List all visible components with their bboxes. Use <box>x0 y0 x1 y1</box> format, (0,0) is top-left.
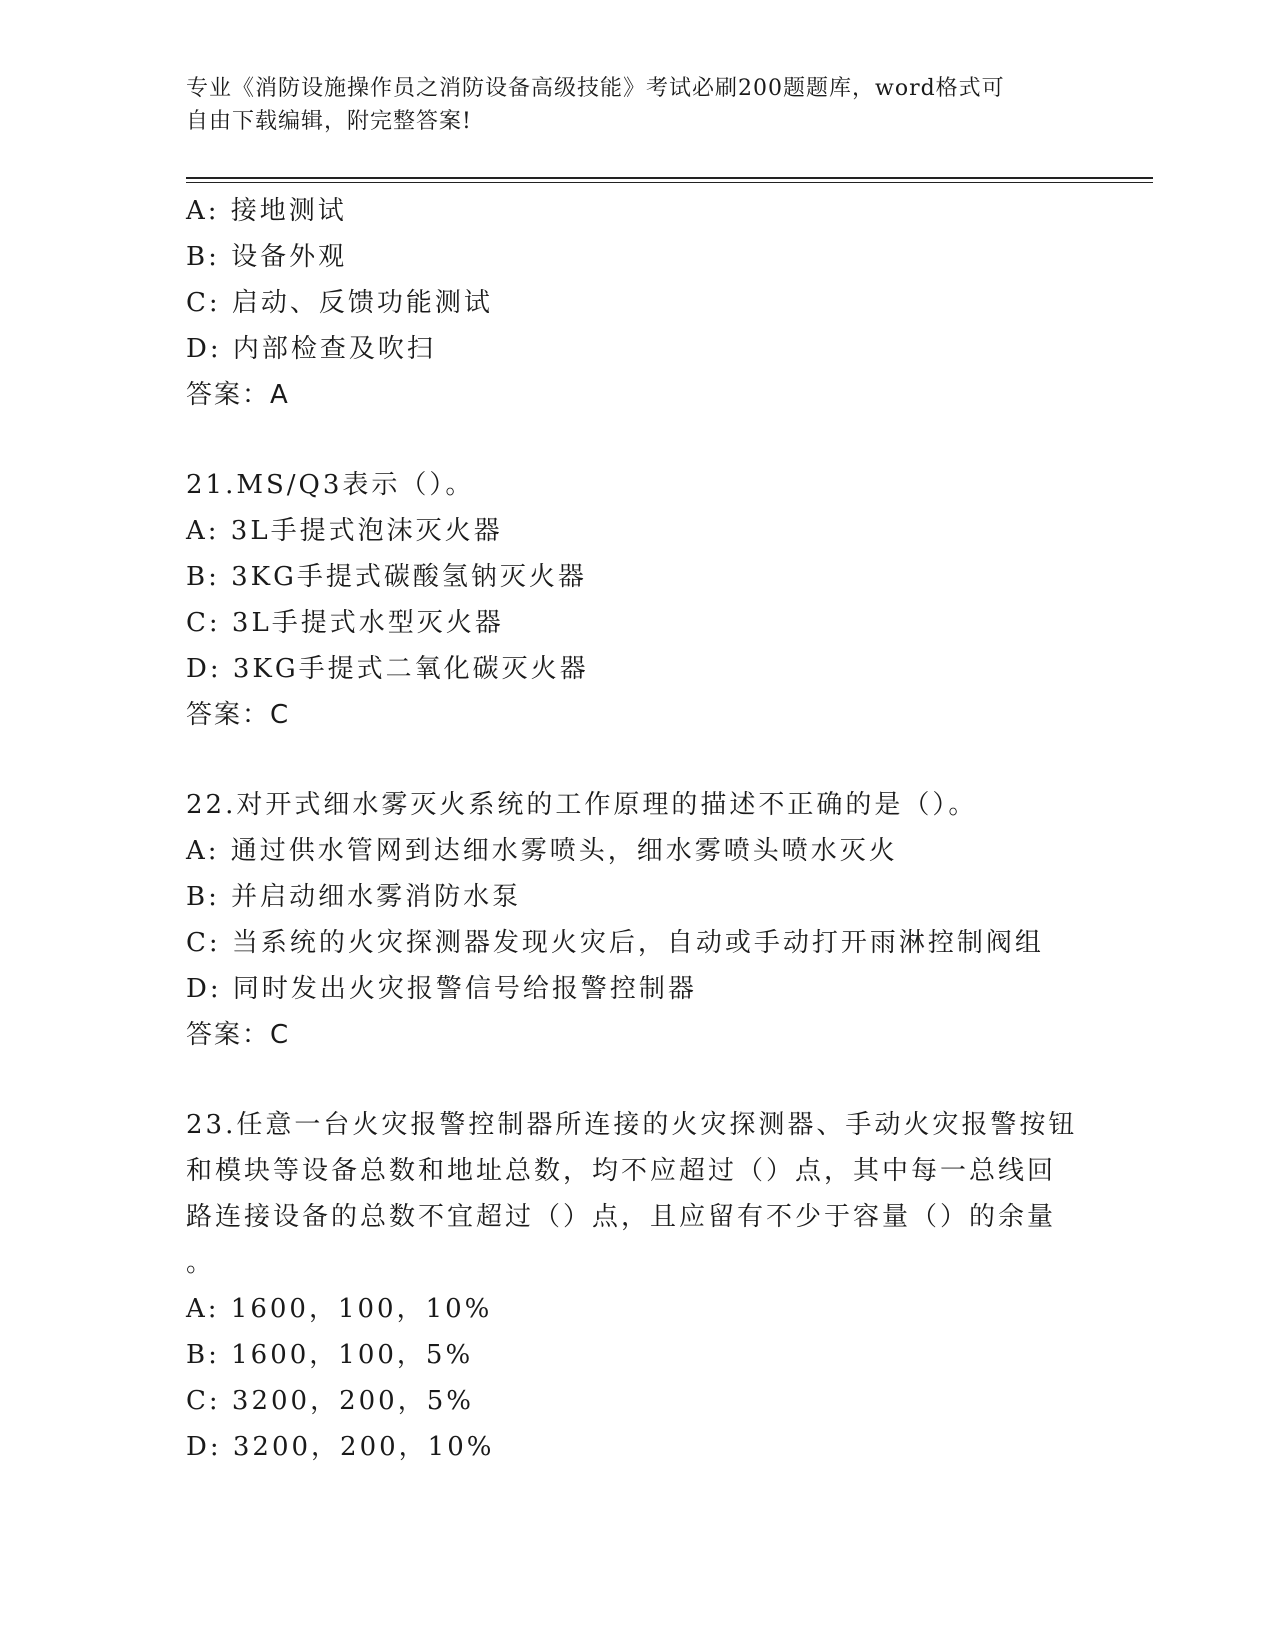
question-stem-line: 23.任意一台火灾报警控制器所连接的火灾探测器、手动火灾报警按钮 <box>186 1110 1078 1140</box>
option-c: C: 3200，200，5% <box>186 1386 474 1416</box>
option-b: B: 设备外观 <box>186 242 348 272</box>
option-b: B: 并启动细水雾消防水泵 <box>186 882 522 912</box>
question-stem-line: 路连接设备的总数不宜超过（）点，且应留有不少于容量（）的余量 <box>186 1202 1057 1232</box>
question-stem-line: 和模块等设备总数和地址总数，均不应超过（）点，其中每一总线回 <box>186 1156 1057 1186</box>
option-a: A: 3L手提式泡沫灭火器 <box>186 516 503 546</box>
option-d: D: 3KG手提式二氧化碳灭火器 <box>186 654 589 684</box>
header-title-line-2: 自由下载编辑，附完整答案! <box>186 109 472 134</box>
option-a: A: 通过供水管网到达细水雾喷头，细水雾喷头喷水灭火 <box>186 836 898 866</box>
question-21 <box>186 462 1076 738</box>
header-divider-thin <box>186 182 1153 183</box>
option-d: D: 同时发出火灾报警信号给报警控制器 <box>186 974 697 1004</box>
document-header <box>186 72 1066 138</box>
question-stem-line: 。 <box>186 1248 216 1278</box>
header-title-line-1: 专业《消防设施操作员之消防设备高级技能》考试必刷200题题库，word格式可 <box>186 76 1005 101</box>
option-c: C: 启动、反馈功能测试 <box>186 288 493 318</box>
option-c: C: 当系统的火灾探测器发现火灾后，自动或手动打开雨淋控制阀组 <box>186 928 1044 958</box>
question-20 <box>186 188 1076 418</box>
question-list <box>186 188 1076 1470</box>
question-stem: 22.对开式细水雾灭火系统的工作原理的描述不正确的是（）。 <box>186 790 978 820</box>
header-divider-thick <box>186 177 1153 179</box>
question-spacer <box>186 1058 1076 1102</box>
option-a: A: 1600，100，10% <box>186 1294 493 1324</box>
question-spacer <box>186 738 1076 782</box>
question-stem: 21.MS/Q3表示（）。 <box>186 470 475 500</box>
answer: 答案：A <box>186 380 290 410</box>
option-b: B: 1600，100，5% <box>186 1340 474 1370</box>
option-b: B: 3KG手提式碳酸氢钠灭火器 <box>186 562 587 592</box>
answer: 答案：C <box>186 1020 291 1050</box>
question-23 <box>186 1102 1076 1470</box>
answer: 答案：C <box>186 700 291 730</box>
question-spacer <box>186 418 1076 462</box>
option-a: A: 接地测试 <box>186 196 347 226</box>
option-d: D: 内部检查及吹扫 <box>186 334 436 364</box>
question-22 <box>186 782 1076 1058</box>
option-c: C: 3L手提式水型灭火器 <box>186 608 504 638</box>
option-d: D: 3200，200，10% <box>186 1432 495 1462</box>
